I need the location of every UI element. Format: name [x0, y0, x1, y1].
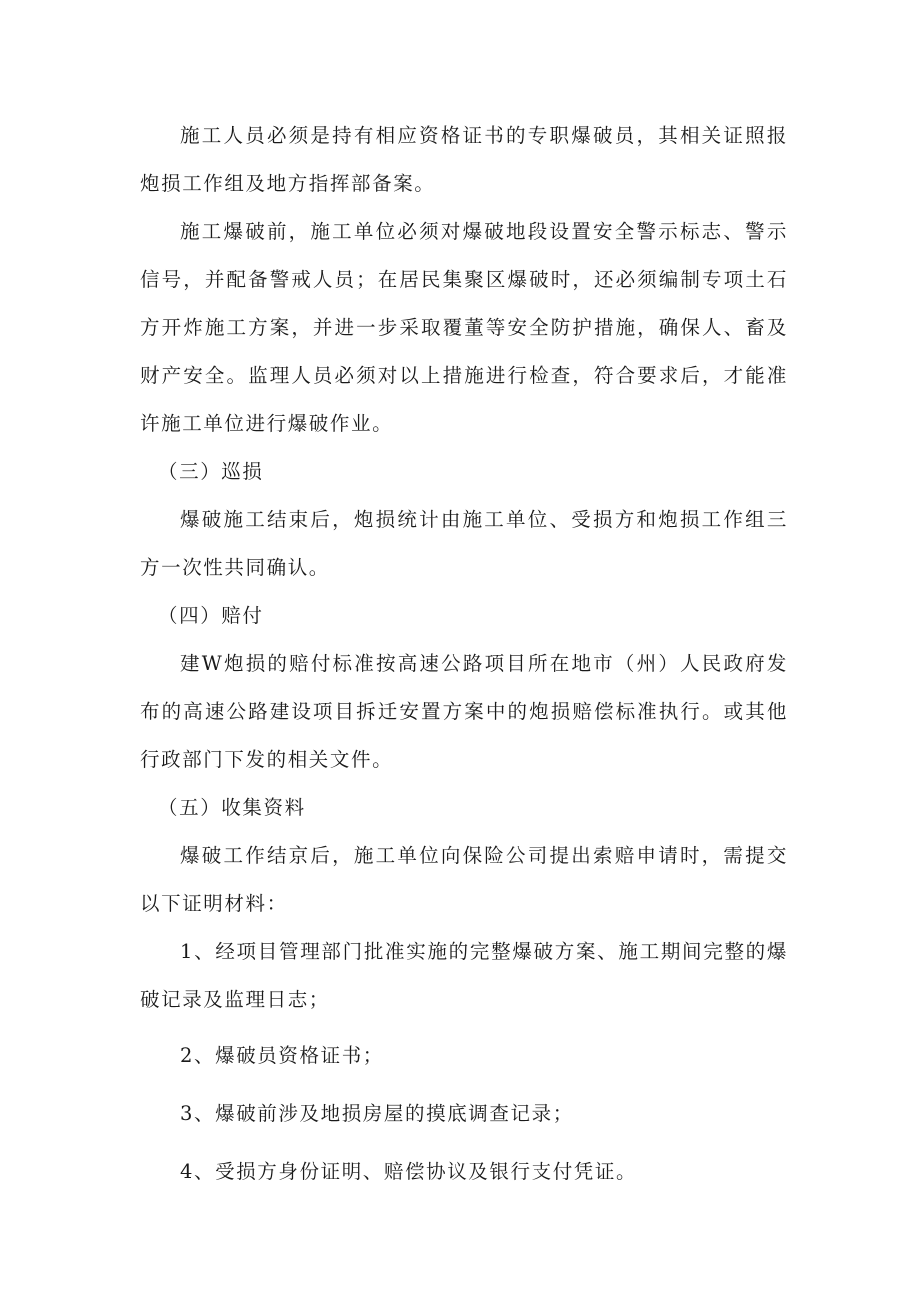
paragraph-post-blast-confirmation: 爆破施工结束后，炮损统计由施工单位、受损方和炮损工作组三方一次性共同确认。 [140, 508, 788, 579]
list-item-blaster-certificate: 2、爆破员资格证书； [180, 1044, 384, 1067]
list-item-house-survey-records: 3、爆破前涉及地损房屋的摸底调查记录； [180, 1102, 574, 1125]
paragraph-blaster-qualification: 施工人员必须是持有相应资格证书的专职爆破员，其相关证照报炮损工作组及地方指挥部备案。 [140, 124, 788, 195]
paragraph-pre-blast-safety: 施工爆破前，施工单位必须对爆破地段设置安全警示标志、警示信号，并配备警戒人员；在居民集聚区爆破时，还必须编制专项土石方开炸施工方案，并进一步采取覆董等安全防护措施，确保人、畜及财产安全。监理人员必须对以上措施进行检查，符合要求后，才能准许施工单位进行爆破作业。 [140, 220, 788, 435]
section-heading-collect-materials: （五）收集资料 [158, 796, 306, 819]
paragraph-claim-materials-intro: 爆破工作结京后，施工单位向保险公司提出索赔申请时，需提交以下证明材料： [140, 844, 788, 915]
section-heading-compensation: （四）赔付 [158, 604, 264, 627]
list-item-blast-plan-records: 1、经项目管理部门批准实施的完整爆破方案、施工期间完整的爆破记录及监理日志； [140, 940, 788, 1011]
list-item-victim-documents: 4、受损方身份证明、赔偿协议及银行支付凭证。 [180, 1160, 638, 1183]
paragraph-compensation-standard: 建W炮损的赔付标准按高速公路项目所在地市（州）人民政府发布的高速公路建设项目拆迁安置方案中的炮损赔偿标准执行。或其他行政部门下发的相关文件。 [140, 652, 788, 771]
section-heading-inspection: （三）巡损 [158, 460, 264, 483]
